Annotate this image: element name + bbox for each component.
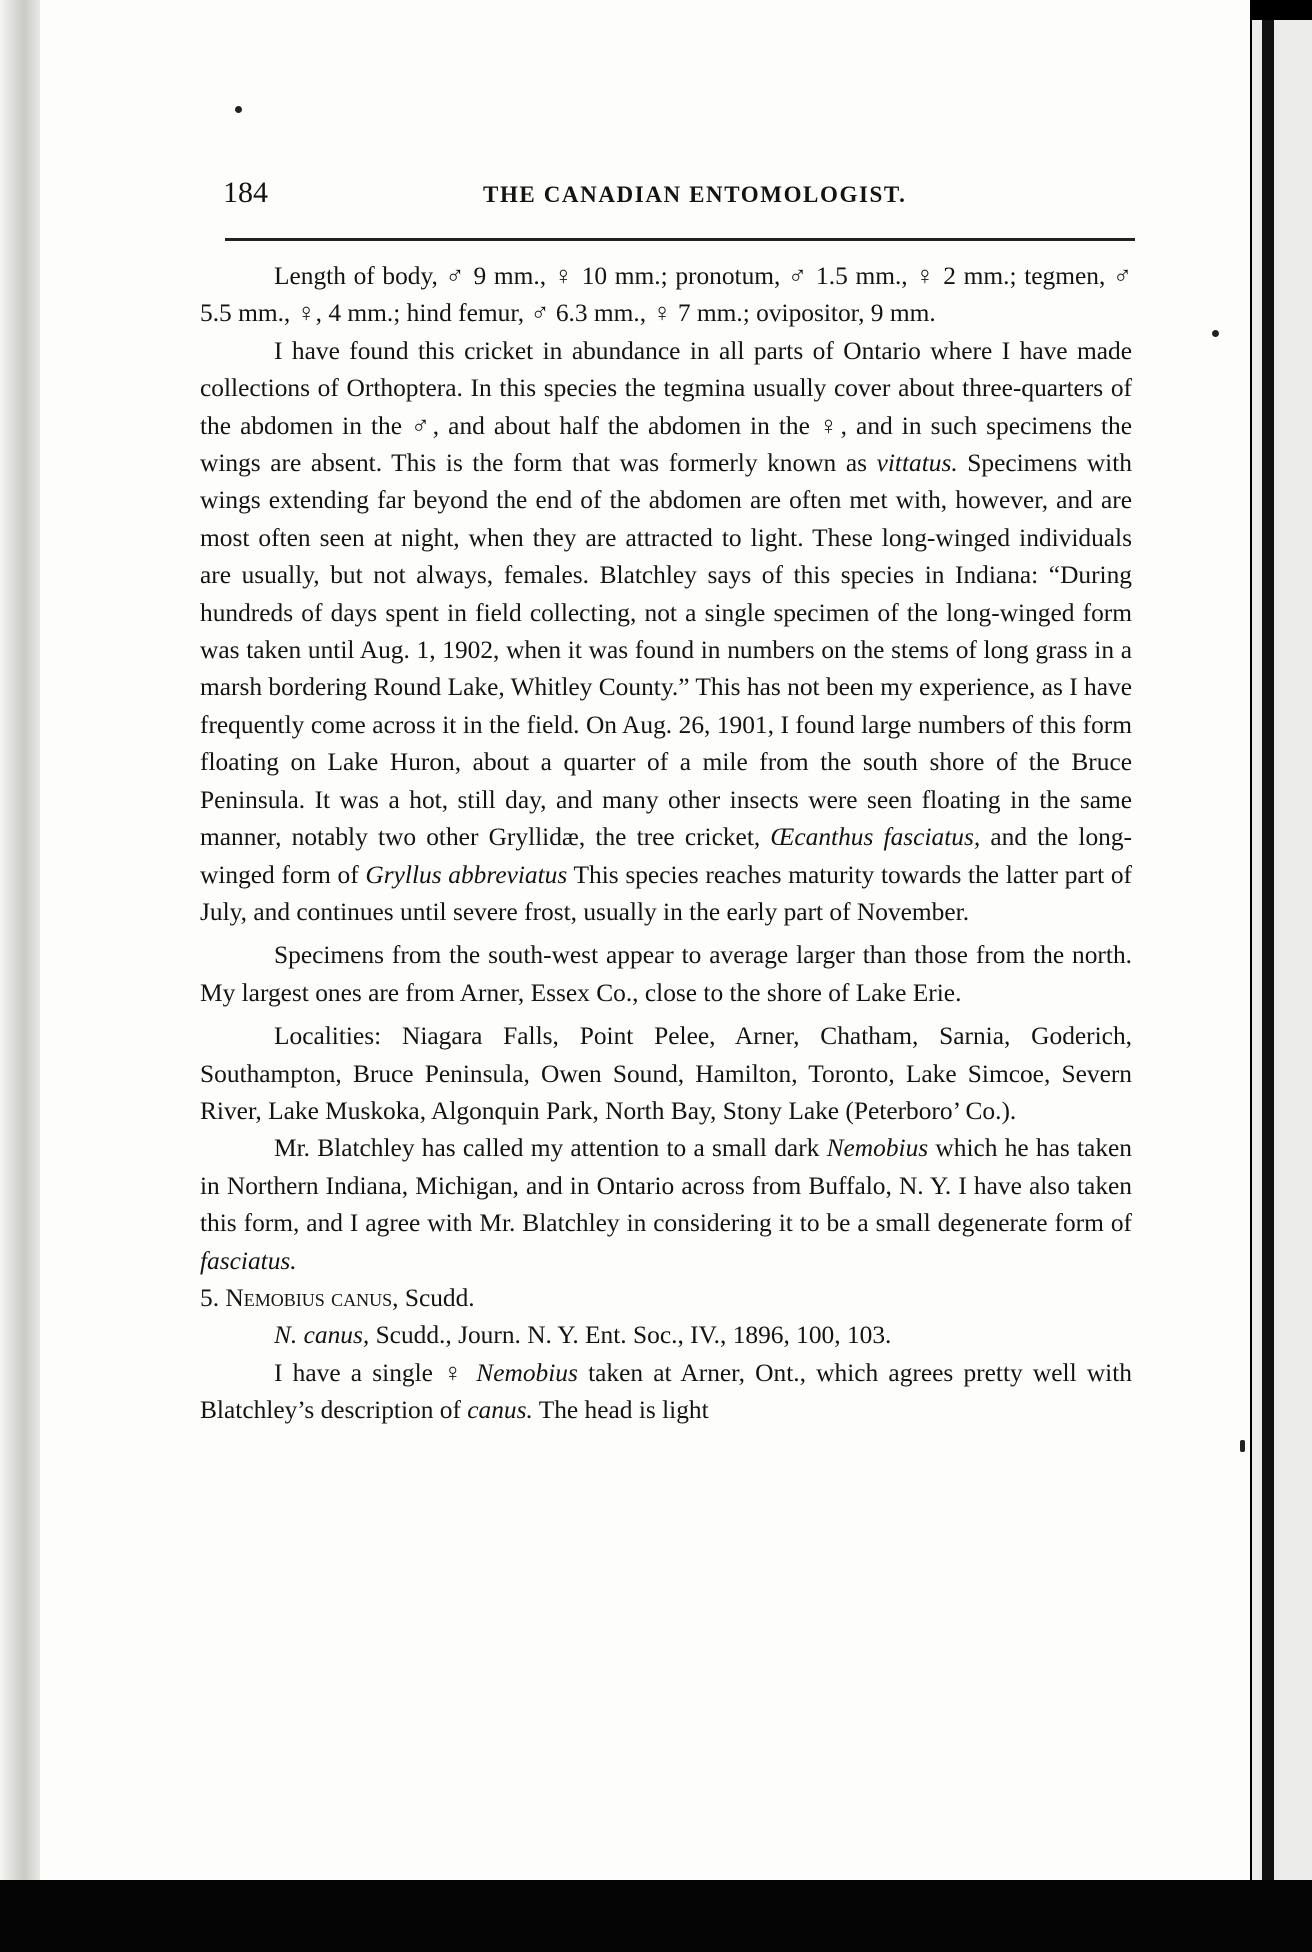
taxon-name: N. canus, <box>274 1321 370 1350</box>
paragraph-text: Length of body, ♂ 9 mm., ♀ 10 mm.; pronotum, ♂ 1.5 mm., ♀ 2 mm.; tegmen, ♂ 5.5 mm., ♀, 4 mm.; hind femur, ♂ 6.3 mm., ♀ 7 mm.; ovipositor, 9 mm. <box>200 262 1132 328</box>
page-number: 184 <box>223 176 268 209</box>
paragraph-text: I have found this cricket in abundance in all parts of Ontario where I have made collections of Orthoptera. In this species the tegmina usually cover about three-quarters of the abdomen in the ♂, and about half the abdomen in the ♀, and in such specimens the wings are absent. This is the form that was formerly known as <box>200 336 1132 478</box>
next-page-edge <box>1252 20 1312 1880</box>
species-author: , Scudd. <box>392 1283 475 1312</box>
distribution-paragraph <box>200 333 1132 932</box>
taxon-name: Nemobius <box>826 1134 929 1163</box>
paragraph-text: which he has taken in Northern Indiana, Michigan, and in Ontario across from Buffalo, N. Y. I have also taken this form, and I agree with Mr. Blatchley in considering it to be a small degenerate form of <box>200 1134 1132 1238</box>
localities-paragraph <box>200 1018 1132 1130</box>
taxon-name: Gryllus abbreviatus <box>365 860 568 889</box>
ink-speck <box>235 106 242 113</box>
ink-speck <box>1212 330 1219 337</box>
reference-line <box>200 1317 1132 1354</box>
nemobius-paragraph <box>200 1130 1132 1280</box>
page-gutter-shadow <box>1262 20 1274 1880</box>
header-rule <box>225 238 1135 241</box>
taxon-name: vittatus. <box>876 449 958 478</box>
size-paragraph <box>200 937 1132 1012</box>
paragraph-text: and the long-winged form of <box>200 823 1132 889</box>
running-head: THE CANADIAN ENTOMOLOGIST. <box>483 182 907 207</box>
paragraph-text: Specimens with wings extending far beyond the end of the abdomen are often met with, however, and are most often seen at night, when they are attracted to light. These long-winged individuals are usually, but not always, females. Blatchley says of this species in Indiana: “During hundreds of days spent in field collecting, not a single specimen of the long-winged form was taken until Aug. 1, 1902, when it was found in numbers on the stems of long grass in a marsh bordering Round Lake, Whitley County.” This has not been my experience, as I have frequently come across it in the field. On Aug. 26, 1901, I found large numbers of this form floating on Lake Huron, about a quarter of a mile from the south shore of the Bruce Peninsula. It was a hot, still day, and many other insects were seen floating in the same manner, notably two other Gryllidæ, the tree cricket, <box>200 449 1132 852</box>
scan-bottom-border <box>0 1880 1312 1952</box>
paragraph-text: This species reaches maturity towards the latter part of July, and continues until severe frost, usually in the early part of November. <box>200 860 1133 926</box>
paragraph-text: Specimens from the south-west appear to average larger than those from the north. My largest ones are from Arner, Essex Co., close to the shore of Lake Erie. <box>200 941 1132 1007</box>
taxon-name: Œcanthus fasciatus, <box>770 823 981 852</box>
page-header <box>223 176 1135 216</box>
paragraph-text: The head is light <box>532 1396 709 1425</box>
measurements-paragraph <box>200 258 1132 333</box>
paragraph-text: Localities: Niagara Falls, Point Pelee, Arner, Chatham, Sarnia, Goderich, Southampton, Bruce Peninsula, Owen Sound, Hamilton, Toronto, Lake Simcoe, Severn River, Lake Muskoka, Algonquin Park, North Bay, Stony Lake (Peterboro’ Co.). <box>200 1022 1132 1125</box>
paragraph-text: Mr. Blatchley has called my attention to a small dark <box>274 1134 827 1163</box>
ink-speck <box>1240 1440 1245 1452</box>
species-number: 5. <box>200 1283 220 1312</box>
taxon-name: canus. <box>467 1396 533 1425</box>
species-name: Nemobius canus <box>225 1283 393 1312</box>
species-heading <box>200 1280 1132 1317</box>
paragraph-text: I have a single ♀ <box>274 1358 477 1387</box>
taxon-name: fasciatus. <box>200 1246 297 1275</box>
taxon-name: Nemobius <box>476 1358 578 1387</box>
paragraph-text: taken at Arner, Ont., which agrees pretty well with Blatchley’s description of <box>200 1358 1132 1425</box>
article-body <box>200 258 1132 1430</box>
specimen-paragraph <box>200 1355 1132 1430</box>
citation-text: Scudd., Journ. N. Y. Ent. Soc., IV., 1896, 100, 103. <box>369 1321 892 1350</box>
